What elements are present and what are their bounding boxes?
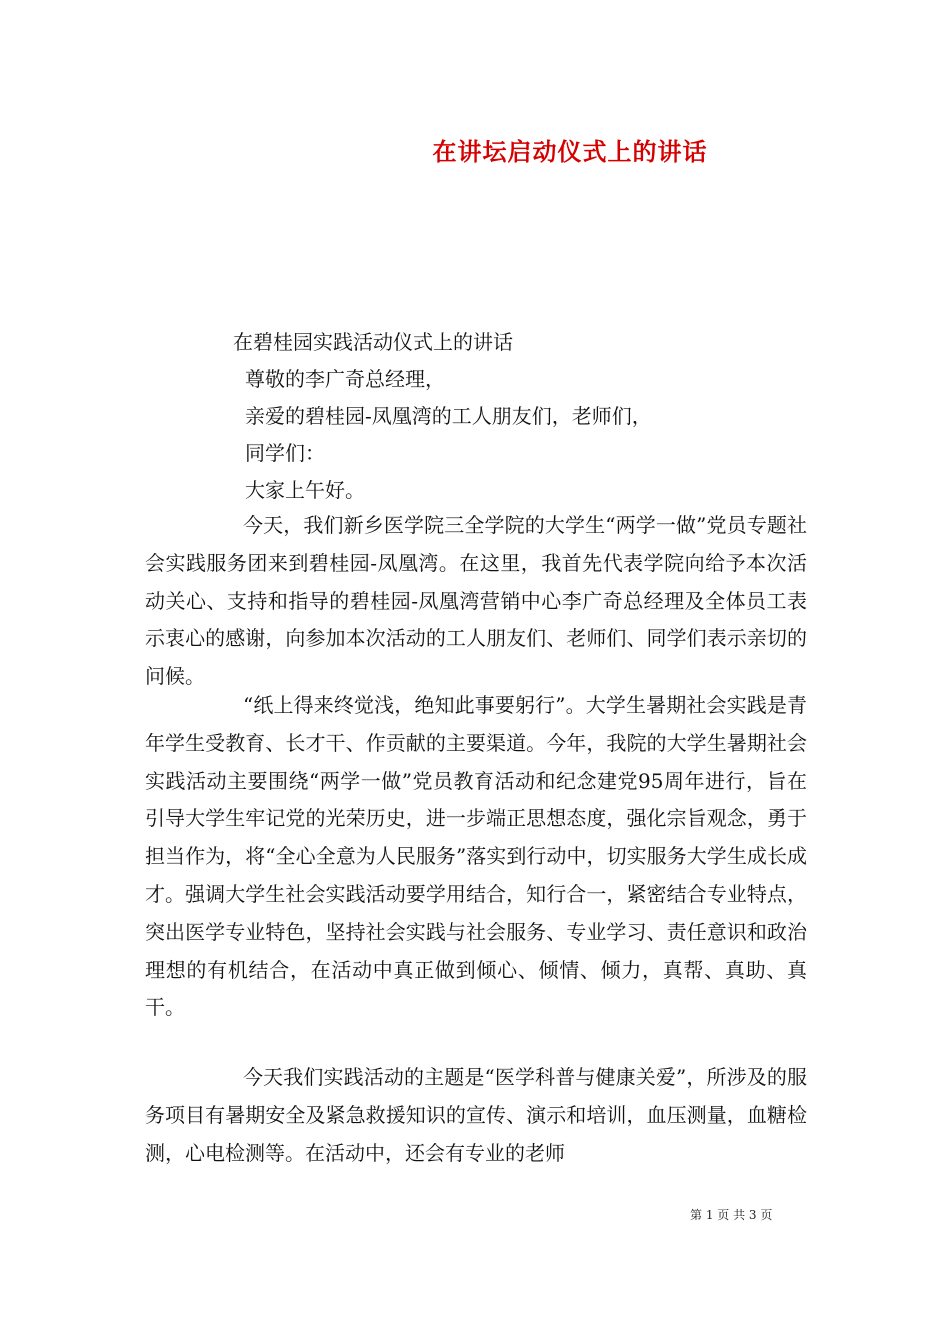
page-footer: 第 1 页 共 3 页 bbox=[690, 1208, 773, 1222]
greeting-line: 大家上午好。 bbox=[245, 478, 365, 502]
body-paragraph: “纸上得来终觉浅，绝知此事要躬行”。大学生暑期社会实践是青年学生受教育、长才干、作贡献的主要渠道。今年，我院的大学生暑期社会实践活动主要围绕“两学一做”党员教育活动和纪念建党95周年进行，旨在引导大学生牢记党的光荣历史，进一步端正思想态度，强化宗旨观念，勇于担当作为，将“全心全意为人民服务”落实到行动中，切实服务大学生成长成才。强调大学生社会实践活动要学用结合，知行合一，紧密结合专业特点，突出医学专业特色，坚持社会实践与社会服务、专业学习、责任意识和政治理想的有机结合，在活动中真正做到倾心、倾情、倾力，真帮、真助、真干。 bbox=[145, 693, 807, 1020]
page-title: 在讲坛启动仪式上的讲话 bbox=[432, 137, 708, 166]
salutation-line: 同学们： bbox=[245, 441, 325, 465]
speech-title: 在碧桂园实践活动仪式上的讲话 bbox=[233, 330, 513, 354]
body-paragraph: 今天我们实践活动的主题是“医学科普与健康关爱”，所涉及的服务项目有暑期安全及紧急救援知识的宣传、演示和培训，血压测量，血糖检测，心电检测等。在活动中，还会有专业的老师 bbox=[145, 1065, 807, 1165]
body-paragraph: 今天，我们新乡医学院三全学院的大学生“两学一做”党员专题社会实践服务团来到碧桂园-凤凰湾。在这里，我首先代表学院向给予本次活动关心、支持和指导的碧桂园-凤凰湾营销中心李广奇总经理及全体员工表示衷心的感谢，向参加本次活动的工人朋友们、老师们、同学们表示亲切的问候。 bbox=[145, 513, 807, 689]
salutation-line: 亲爱的碧桂园-凤凰湾的工人朋友们，老师们， bbox=[245, 404, 652, 428]
salutation-line: 尊敬的李广奇总经理， bbox=[245, 367, 445, 391]
